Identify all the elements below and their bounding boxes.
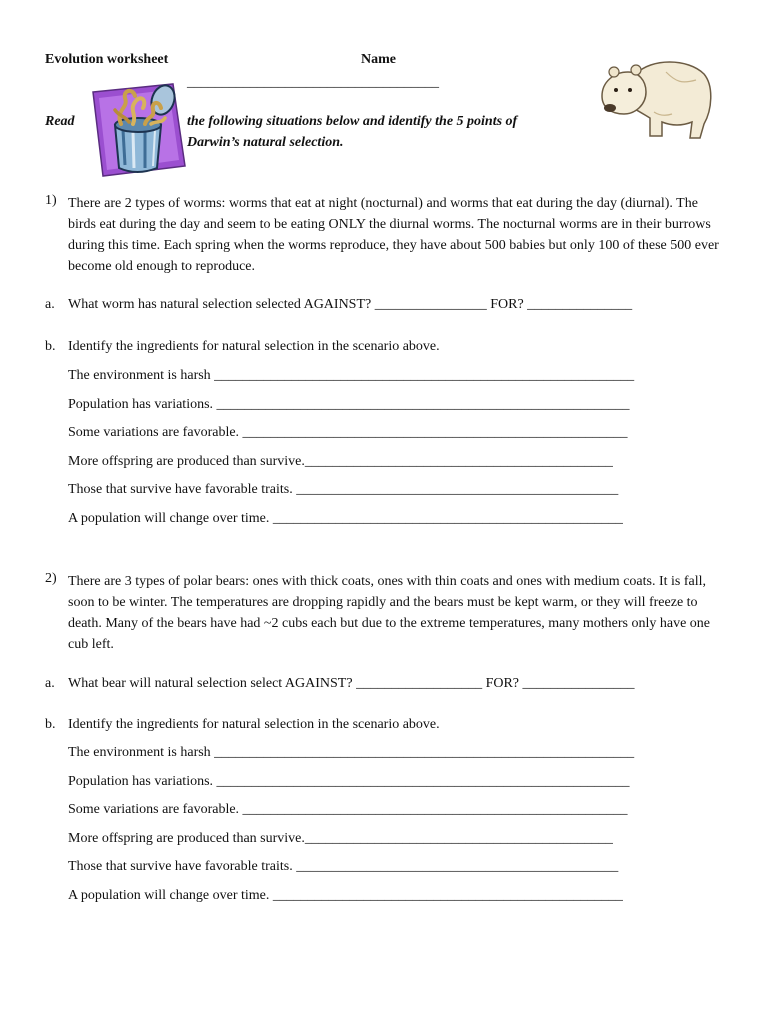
name-blank: ____________________________________ — [187, 75, 439, 90]
q2-survive-line: Those that survive have favorable traits. ______________________________________________ — [68, 859, 619, 874]
read-word: Read — [45, 114, 75, 129]
question-1-paragraph: There are 2 types of worms: worms that eat at night (nocturnal) and worms that eat during the day (diurnal). The birds eat during the day and seem to be eating ONLY the diurnal worms. The nocturnal worms are in their burrows during this time. Each spring when the worms reproduce, they have about 500 babies but only 100 of these 500 ever become old enough to reproduce. — [68, 196, 719, 274]
q2-change-line: A population will change over time. __________________________________________________ — [68, 888, 623, 903]
worksheet-title: Evolution worksheet — [45, 52, 169, 67]
q1-environment-line: The environment is harsh ____________________________________________________________ — [68, 368, 635, 383]
instruction-line-2: Darwin’s natural selection. — [187, 135, 344, 150]
q2-environment-line: The environment is harsh ____________________________________________________________ — [68, 745, 635, 760]
q2-variations-line: Population has variations. ___________________________________________________________ — [68, 774, 630, 789]
polar-bear-icon — [596, 52, 716, 142]
worm-can-icon — [85, 80, 190, 180]
worm-can-image — [85, 80, 190, 180]
q2-offspring-line: More offspring are produced than survive.____________________________________________ — [68, 831, 613, 846]
question-2a-letter: a. — [45, 676, 55, 691]
q1-offspring-line: More offspring are produced than survive.____________________________________________ — [68, 454, 613, 469]
name-label: Name — [361, 52, 396, 67]
q1-favorable-line: Some variations are favorable. _______________________________________________________ — [68, 425, 628, 440]
question-2b-text: Identify the ingredients for natural selection in the scenario above. — [68, 717, 440, 732]
question-2-paragraph: There are 3 types of polar bears: ones with thick coats, ones with thin coats and ones with medium coats. It is fall, soon to be winter. The temperatures are dropping rapidly and the bears must be kept warm, or they will freeze to death. Many of the bears have had ~2 cubs each but due to the extreme temperatures, many mothers only have one cub left. — [68, 574, 711, 652]
question-1-number: 1) — [45, 193, 57, 208]
q1-survive-line: Those that survive have favorable traits. ______________________________________________ — [68, 482, 619, 497]
q1-variations-line: Population has variations. ___________________________________________________________ — [68, 397, 630, 412]
polar-bear-image — [596, 52, 716, 142]
question-2a-text: What bear will natural selection select AGAINST? __________________ FOR? ________________ — [68, 676, 635, 691]
question-2b-letter: b. — [45, 717, 56, 732]
instruction-line-1: the following situations below and identify the 5 points of — [187, 114, 518, 129]
question-2-number: 2) — [45, 571, 57, 586]
question-1a-letter: a. — [45, 297, 55, 312]
q1-change-line: A population will change over time. __________________________________________________ — [68, 511, 623, 526]
question-1a-text: What worm has natural selection selected AGAINST? ________________ FOR? _______________ — [68, 297, 633, 312]
q2-favorable-line: Some variations are favorable. _______________________________________________________ — [68, 802, 628, 817]
question-1b-letter: b. — [45, 339, 56, 354]
question-1b-text: Identify the ingredients for natural selection in the scenario above. — [68, 339, 440, 354]
